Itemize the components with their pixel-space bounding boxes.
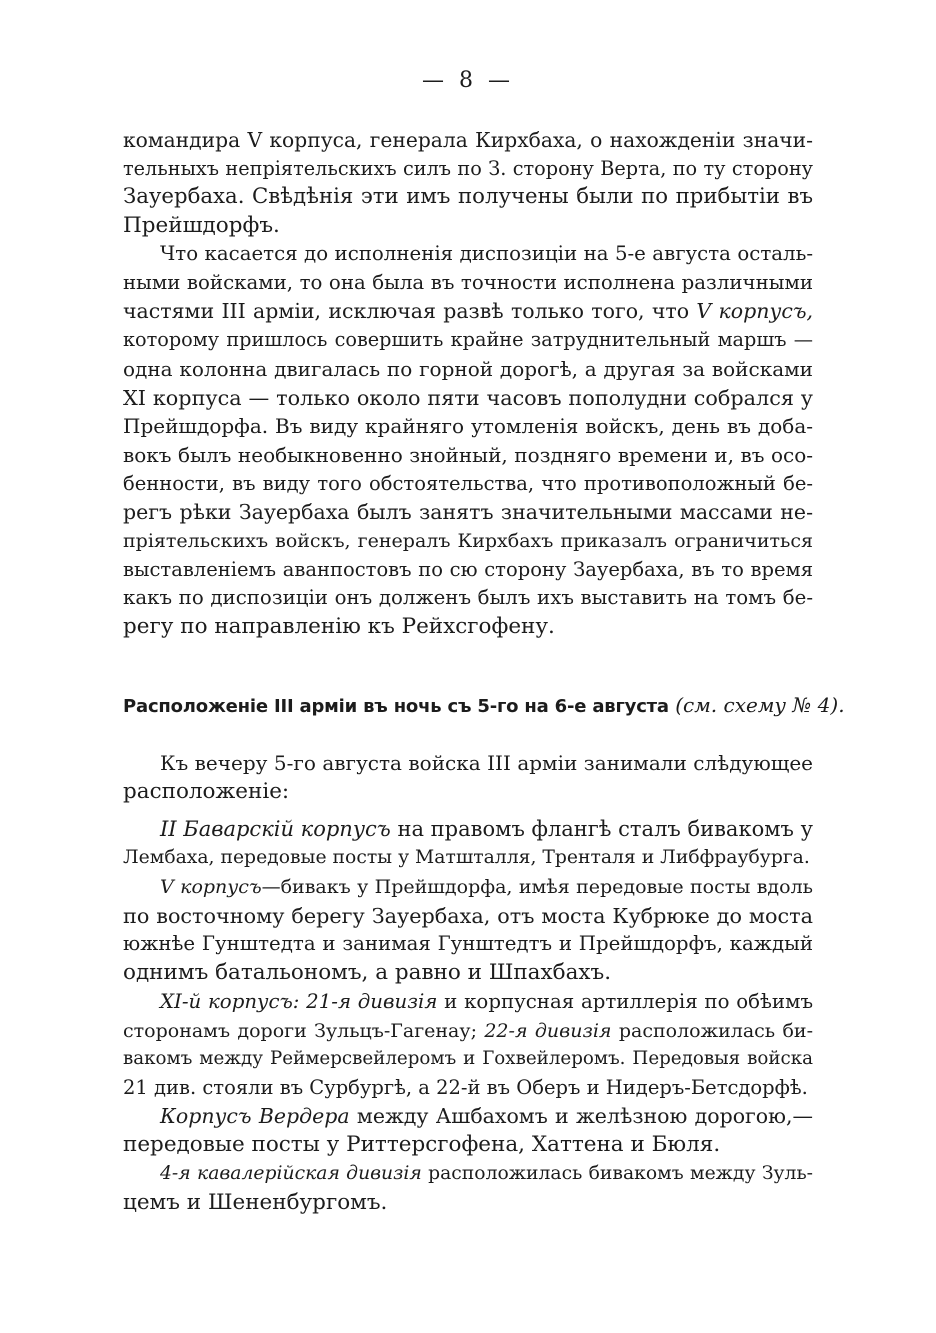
text-line bbox=[123, 1017, 813, 1046]
text-line: вокъ былъ необыкновенно знойный, поздняго времени и, въ осо- bbox=[123, 442, 813, 467]
paragraph-bavarian-corps bbox=[123, 815, 813, 872]
text-segment: между Ашбахомъ и желѣзною дорогою,— bbox=[356, 1104, 813, 1128]
text-line: тельныхъ непрiятельскихъ силъ по З. сторону Верта, по ту сторону bbox=[123, 156, 813, 180]
text-line: какъ по диспозицiи онъ долженъ былъ ихъ выставить на томъ бе- bbox=[123, 586, 813, 610]
text-line: цемъ и Шененбургомъ. bbox=[123, 1189, 388, 1215]
emphasis-text: 22-я дивизiя bbox=[484, 1019, 612, 1042]
text-line: одна колонна двигалась по горной дорогѣ, а другая за войсками bbox=[123, 356, 813, 381]
emphasis-text: 4-я кавалерiйская дивизiя bbox=[160, 1163, 422, 1184]
text-line: Что касается до исполненiя диспозицiи на 5-е августа осталь- bbox=[160, 242, 813, 265]
emphasis-text: XI-й корпусъ: 21-я дивизiя bbox=[160, 990, 438, 1013]
emphasis-text: II Баварскiй корпусъ bbox=[160, 817, 391, 841]
paragraph-eleventh-corps bbox=[123, 988, 813, 1103]
emphasis-text: Корпусъ Вердера bbox=[160, 1104, 350, 1128]
scheme-reference: (см. схему № 4). bbox=[675, 693, 845, 717]
text-line bbox=[123, 815, 813, 844]
text-line: вакомъ между Реймерсвейлеромъ и Гохвейлеромъ. Передовыя войска bbox=[123, 1048, 813, 1070]
text-line: однимъ батальономъ, а равно и Шпахбахъ. bbox=[123, 960, 612, 986]
text-line: Прейшдорфъ. bbox=[123, 213, 280, 239]
text-segment: сторонамъ дороги Зульцъ-Гагенау; bbox=[123, 1019, 477, 1042]
text-segment: расположилась би- bbox=[618, 1019, 814, 1042]
text-line bbox=[123, 1102, 813, 1131]
text-segment: и корпусная артиллерiя по обѣимъ bbox=[444, 990, 814, 1013]
paragraph-fifth-corps bbox=[123, 873, 813, 988]
text-line: бенности, въ виду того обстоятельства, что противоположный бе- bbox=[123, 471, 813, 495]
section-heading-title: Расположенiе III армiи въ ночь съ 5-го на 6-е августа bbox=[123, 696, 669, 717]
paragraph-werder-corps bbox=[123, 1102, 813, 1159]
text-segment: расположилась бивакомъ между Зуль- bbox=[428, 1163, 813, 1184]
paragraph-evening bbox=[123, 749, 813, 806]
text-line: расположенiе: bbox=[123, 778, 290, 804]
text-segment: на правомъ флангѣ сталъ бивакомъ у bbox=[397, 817, 813, 841]
text-line: выставленiемъ аванпостовъ по сю сторону Зауербаха, въ то время bbox=[123, 557, 813, 581]
text-line bbox=[123, 988, 813, 1017]
text-segment: —бивакъ у Прейшдорфа, имѣя передовые посты вдоль bbox=[261, 876, 813, 898]
text-line: командира V корпуса, генерала Кирхбаха, о нахожденiи значи- bbox=[123, 128, 813, 152]
text-line: которому пришлось совершить крайне затруднительный маршъ — bbox=[123, 328, 813, 352]
text-line: Прейшдорфа. Въ виду крайняго утомленiя войскъ, день въ добa- bbox=[123, 414, 813, 439]
paragraph-cavalry-division bbox=[123, 1160, 813, 1217]
text-line bbox=[123, 873, 813, 902]
section-heading bbox=[123, 692, 845, 720]
text-line bbox=[123, 297, 813, 326]
page-number: — 8 — bbox=[422, 68, 514, 93]
text-segment: частями III армiи, исключая развѣ только того, что bbox=[123, 299, 690, 324]
text-line: передовые посты у Риттерсгофена, Хаттена и Бюля. bbox=[123, 1131, 721, 1157]
paragraph-continuation bbox=[123, 126, 813, 241]
text-line: по восточному берегу Зауербаха, отъ моста Кубрюке до моста bbox=[123, 903, 813, 928]
paragraph-execution bbox=[123, 240, 813, 642]
emphasis-text: V корпусъ, bbox=[696, 299, 813, 324]
text-line bbox=[123, 1160, 813, 1189]
text-line: Зауербаха. Свѣдѣнiя эти имъ получены были по прибытiи въ bbox=[123, 184, 813, 210]
text-line: южнѣе Гунштедта и занимая Гунштедтъ и Прейшдорфъ, каждый bbox=[123, 932, 813, 956]
text-line: регъ рѣки Зауербаха былъ занятъ значительными массами не- bbox=[123, 500, 813, 525]
emphasis-text: V корпусъ bbox=[160, 876, 262, 898]
text-line: регу по направленiю къ Рейхсгофену. bbox=[123, 614, 555, 640]
text-line: Къ вечеру 5-го августа войска III армiи занимали слѣдующее bbox=[160, 751, 813, 775]
text-line: прiятельскихъ войскъ, генералъ Кирхбахъ приказалъ ограничиться bbox=[123, 530, 813, 553]
text-line: 21 див. стояли въ Сурбургѣ, а 22-й въ Оберъ и Нидеръ-Бетсдорфѣ. bbox=[123, 1076, 808, 1100]
text-line: ными войсками, то она была въ точности исполнена различными bbox=[123, 270, 813, 294]
text-line: Лембаха, передовые посты у Матшталля, Тренталя и Либфраубурга. bbox=[123, 846, 810, 868]
text-line: XI корпуса — только около пяти часовъ пополудни собрался у bbox=[123, 385, 813, 410]
